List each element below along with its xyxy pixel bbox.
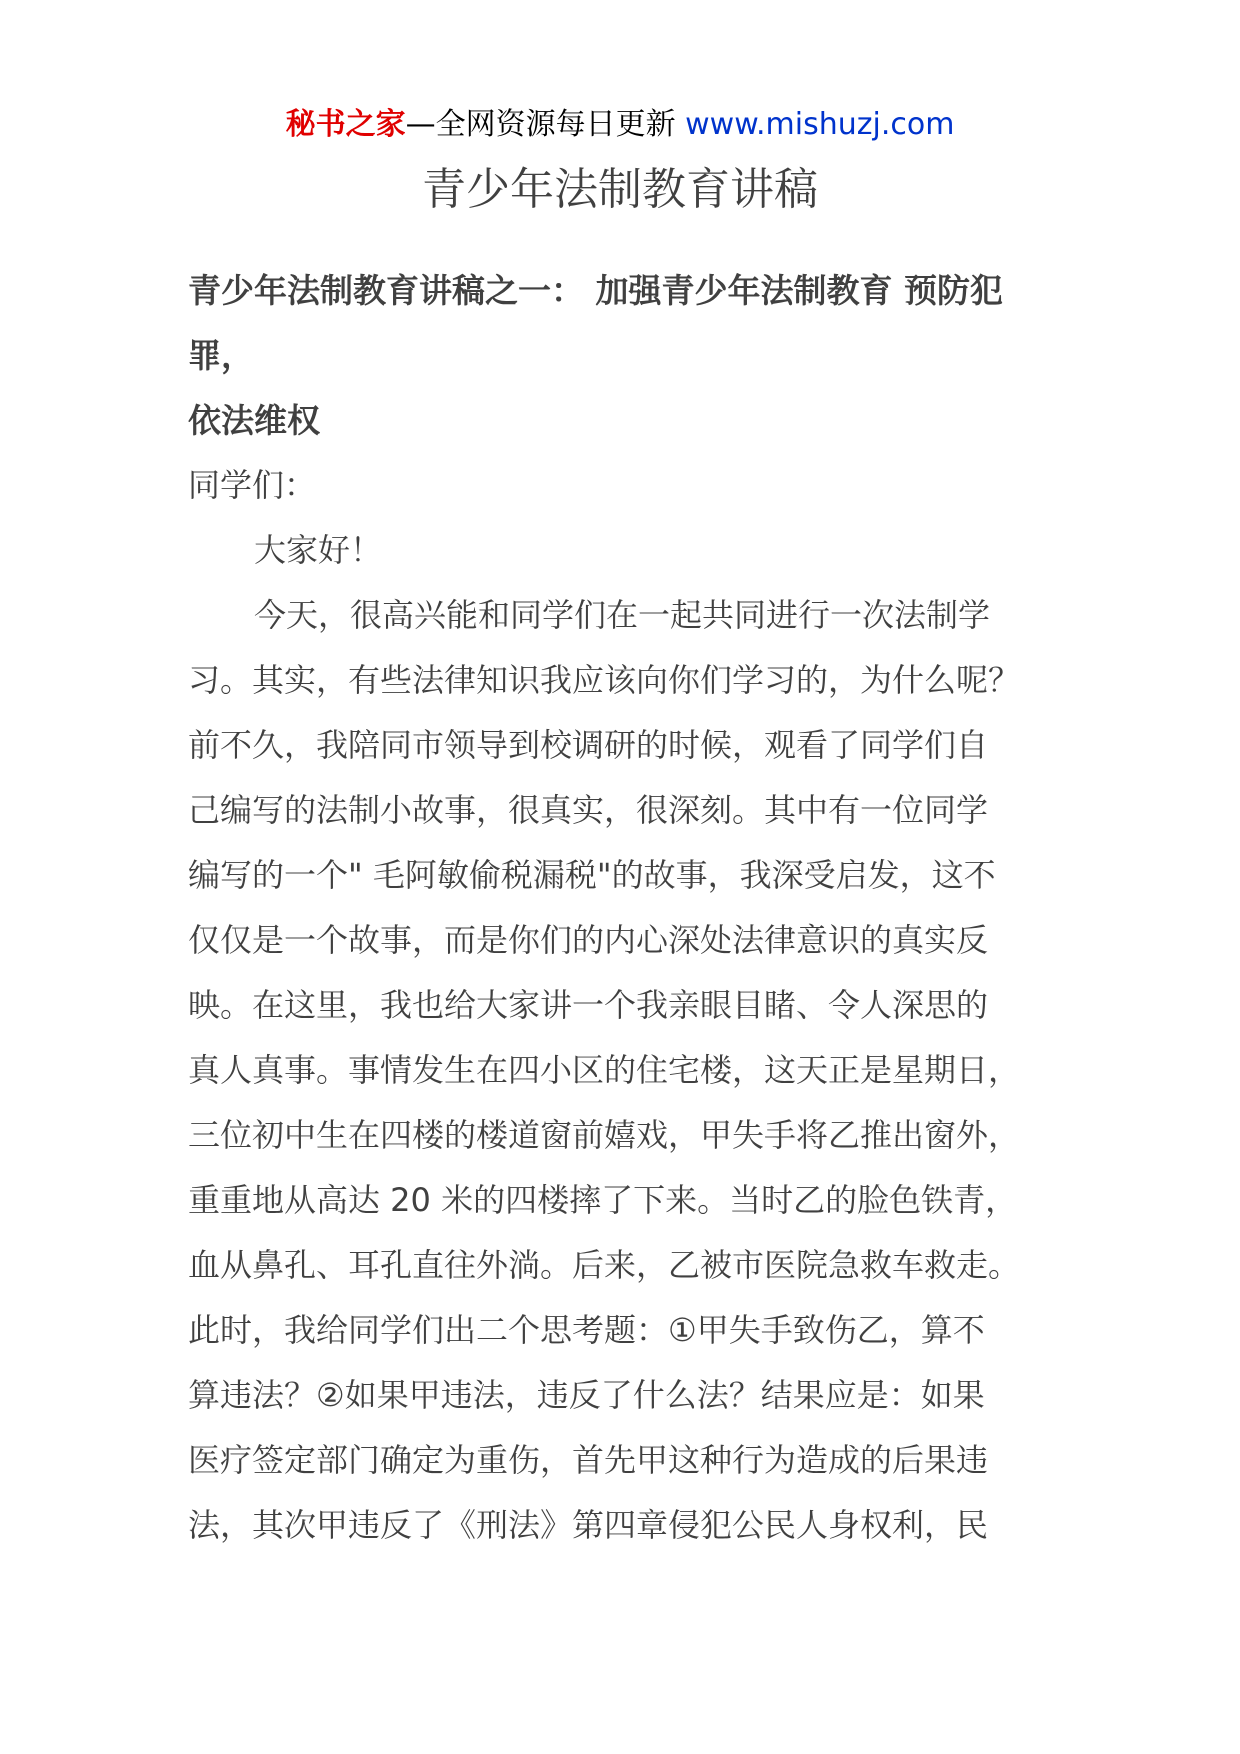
paragraph-line: 算违法？②如果甲违法，违反了什么法？结果应是：如果: [188, 1376, 985, 1414]
paragraph-line: 真人真事。事情发生在四小区的住宅楼，这天正是星期日，: [188, 1051, 1021, 1089]
paragraph-line: 法，其次甲违反了《刑法》第四章侵犯公民人身权利，民: [188, 1506, 989, 1544]
paragraph-line: 血从鼻孔、耳孔直往外淌。后来，乙被市医院急救车救走。: [188, 1246, 1021, 1284]
section-heading-line: 青少年法制教育讲稿之一： 加强青少年法制教育 预防犯罪，: [188, 271, 1003, 375]
document-body: [188, 258, 1058, 1558]
paragraph-line: 映。在这里，我也给大家讲一个我亲眼目睹、令人深思的: [188, 986, 989, 1024]
paragraph-line: 三位初中生在四楼的楼道窗前嬉戏，甲失手将乙推出窗外，: [188, 1116, 1021, 1154]
paragraph-line: 重重地从高达 20 米的四楼摔了下来。当时乙的脸色铁青，: [188, 1181, 1018, 1219]
brand-name: 秘书之家: [285, 107, 406, 142]
paragraph-line: 医疗签定部门确定为重伤，首先甲这种行为造成的后果违: [188, 1441, 989, 1479]
paragraph-line: 仅仅是一个故事，而是你们的内心深处法律意识的真实反: [188, 921, 989, 959]
salutation: 同学们：: [188, 466, 317, 504]
site-banner: [0, 103, 1240, 147]
banner-tagline: —全网资源每日更新: [405, 107, 686, 142]
paragraph-line: 己编写的法制小故事，很真实，很深刻。其中有一位同学: [188, 791, 989, 829]
section-heading: [188, 258, 1058, 453]
paragraph-line: 编写的一个" 毛阿敏偷税漏税"的故事，我深受启发，这不: [188, 856, 996, 894]
site-url-link[interactable]: www.mishuzj.com: [685, 107, 955, 142]
paragraph-line: 今天，很高兴能和同学们在一起共同进行一次法制学: [254, 596, 991, 634]
paragraph-line: 习。其实，有些法律知识我应该向你们学习的，为什么呢？: [188, 661, 1021, 699]
greeting: 大家好！: [254, 531, 383, 569]
paragraph-line: 此时，我给同学们出二个思考题：①甲失手致伤乙，算不: [188, 1311, 985, 1349]
document-title: 青少年法制教育讲稿: [422, 164, 818, 215]
paragraph-line: 前不久，我陪同市领导到校调研的时候，观看了同学们自: [188, 726, 989, 764]
section-heading-line: 依法维权: [188, 401, 320, 440]
